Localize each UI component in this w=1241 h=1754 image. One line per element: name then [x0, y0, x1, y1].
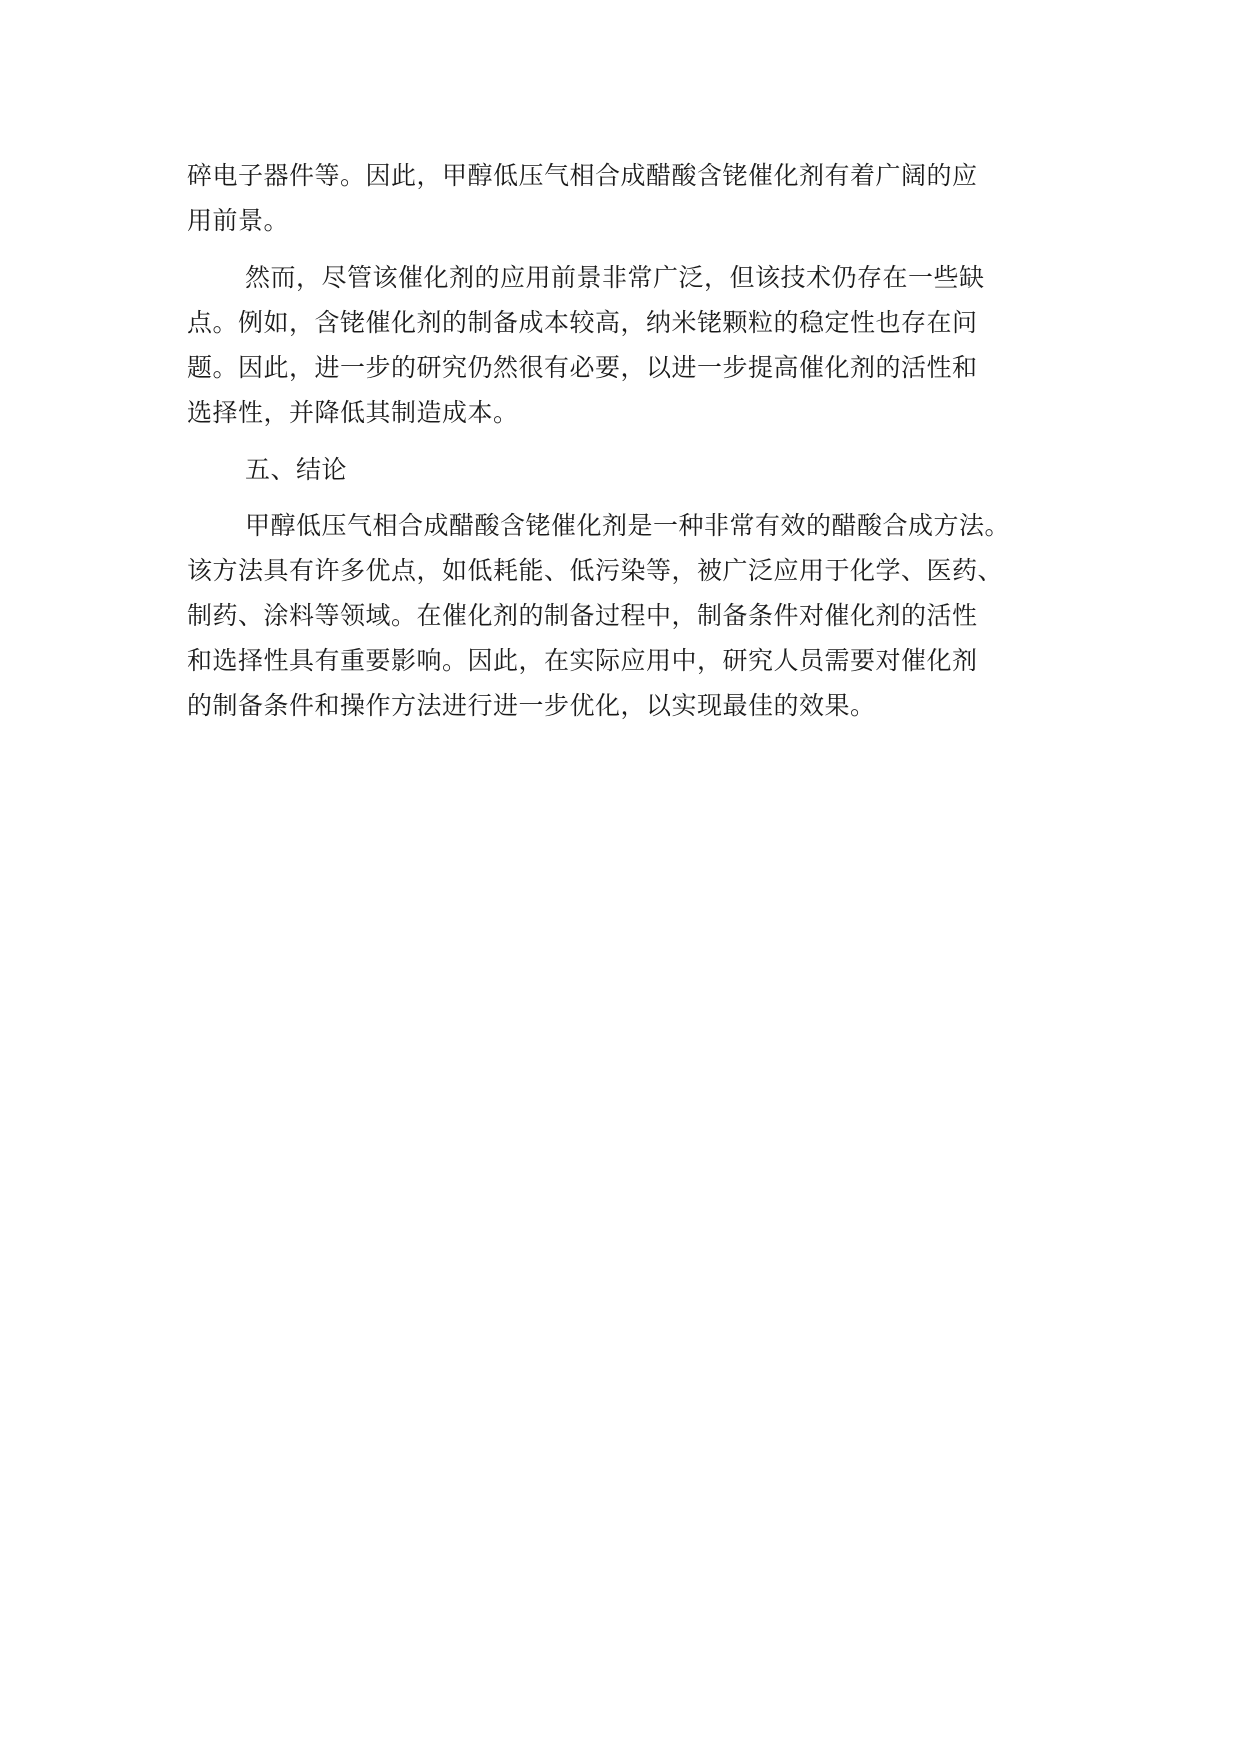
- paragraph-line: 题。因此，进一步的研究仍然很有必要，以进一步提高催化剂的活性和: [187, 353, 978, 382]
- paragraph-line: 和选择性具有重要影响。因此，在实际应用中，研究人员需要对催化剂: [187, 646, 978, 675]
- paragraph-line: 制药、涂料等领域。在催化剂的制备过程中，制备条件对催化剂的活性: [187, 601, 978, 630]
- paragraph-line: 的制备条件和操作方法进行进一步优化，以实现最佳的效果。: [187, 691, 876, 720]
- paragraph-line: 该方法具有许多优点，如低耗能、低污染等，被广泛应用于化学、医药、: [187, 556, 1004, 585]
- paragraph-line: 用前景。: [187, 206, 290, 235]
- paragraph-line: 甲醇低压气相合成醋酸含铑催化剂是一种非常有效的醋酸合成方法。: [245, 511, 1011, 540]
- section-heading: 五、结论: [245, 455, 348, 484]
- paragraph-line: 碎电子器件等。因此，甲醇低压气相合成醋酸含铑催化剂有着广阔的应: [187, 161, 978, 190]
- paragraph-line: 点。例如，含铑催化剂的制备成本较高，纳米铑颗粒的稳定性也存在问: [187, 308, 978, 337]
- paragraph-line: 选择性，并降低其制造成本。: [187, 398, 519, 427]
- paragraph-line: 然而，尽管该催化剂的应用前景非常广泛，但该技术仍存在一些缺: [245, 263, 985, 292]
